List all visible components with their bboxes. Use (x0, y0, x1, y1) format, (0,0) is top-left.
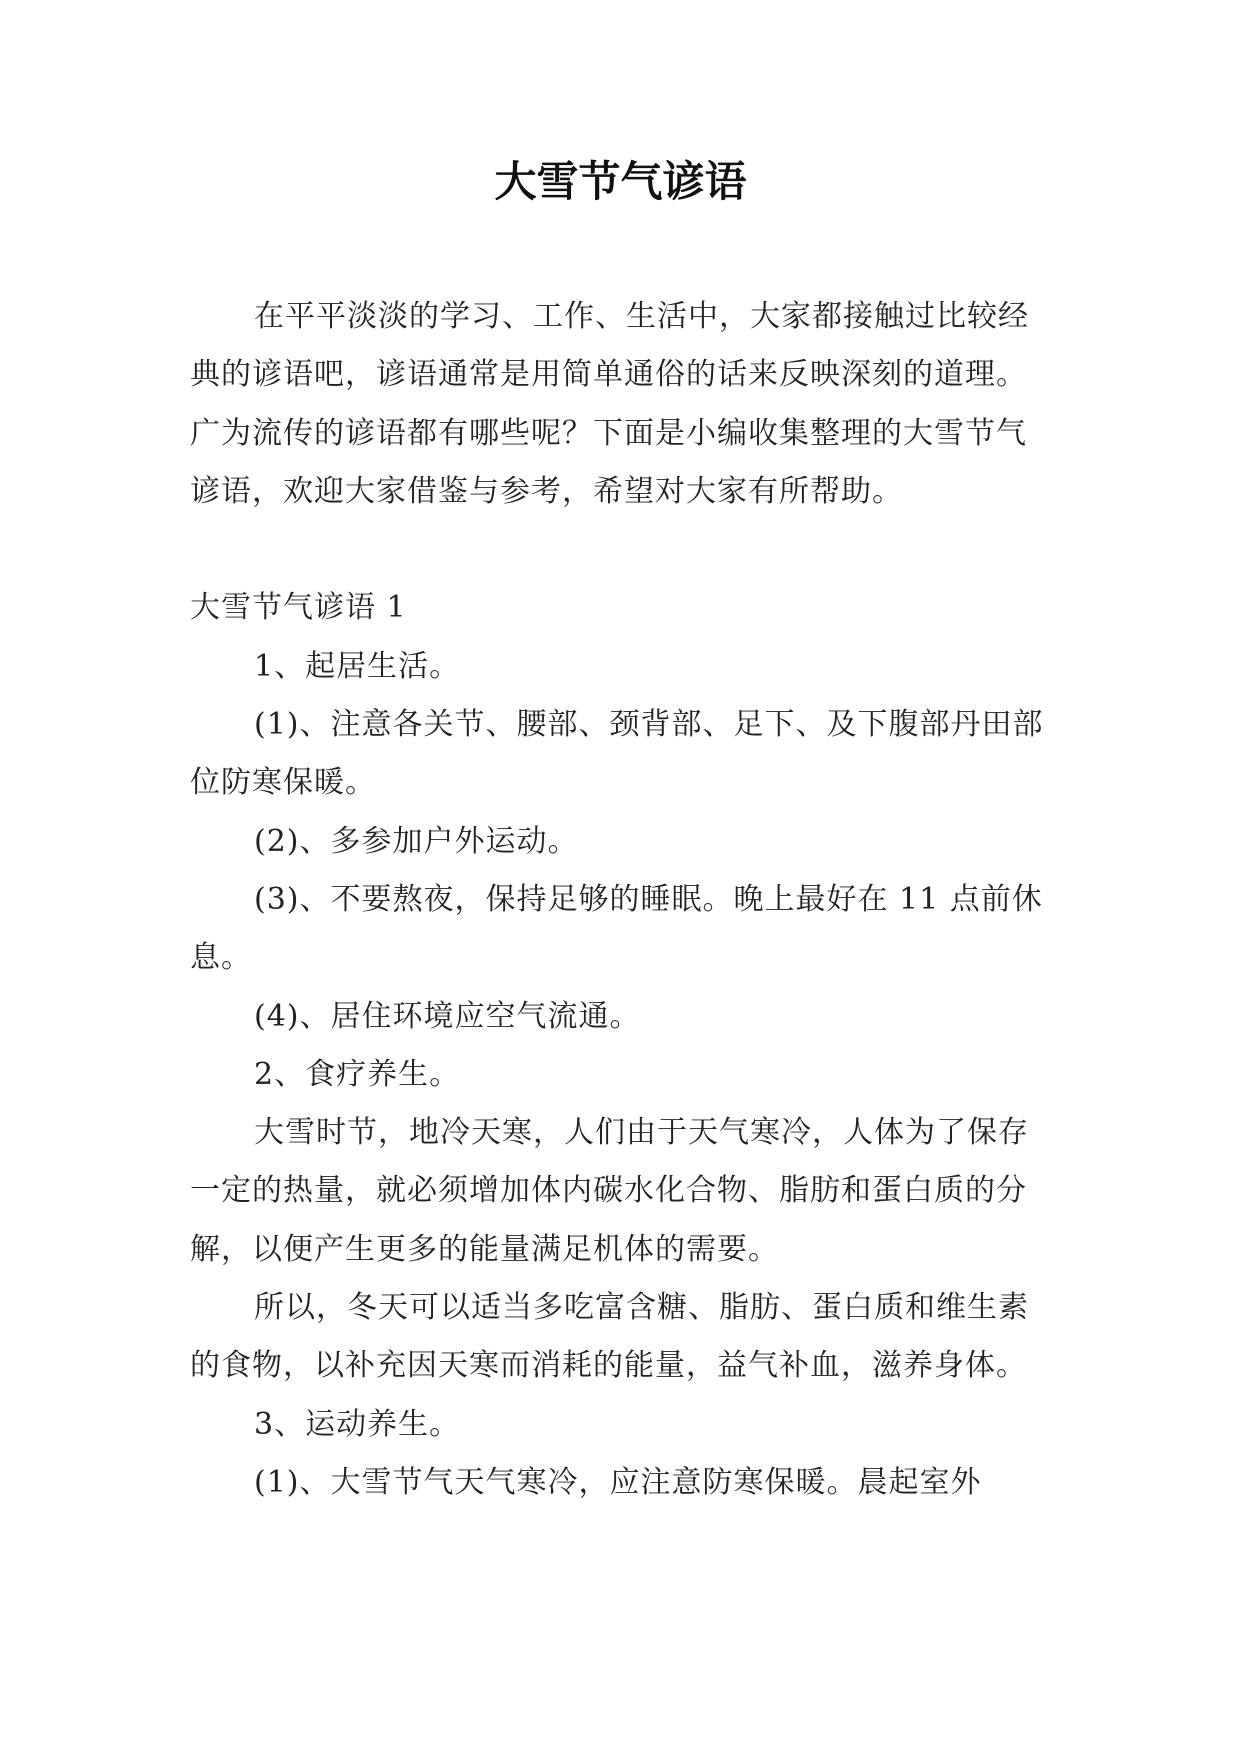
document-title: 大雪节气谚语 (494, 157, 747, 206)
section-heading: 大雪节气谚语 1 (190, 590, 407, 626)
body-paragraph: (1)、大雪节气天气寒冷，应注意防寒保暖。晨起室外 (254, 1464, 982, 1500)
body-paragraph: 2、食疗养生。 (254, 1056, 461, 1092)
paragraph-spacer (190, 521, 1050, 579)
body-paragraph: 1、起居生活。 (254, 648, 461, 684)
body-paragraph: 所以，冬天可以适当多吃富含糖、脂肪、蛋白质和维生素的食物，以补充因天寒而消耗的能量，益气补血，滋养身体。 (190, 1290, 1029, 1384)
body-paragraph: 3、运动养生。 (254, 1406, 461, 1442)
intro-paragraph: 在平平淡淡的学习、工作、生活中，大家都接触过比较经典的谚语吧，谚语通常是用简单通俗的话来反映深刻的道理。广为流传的谚语都有哪些呢？下面是小编收集整理的大雪节气谚语，欢迎大家借鉴与参考，希望对大家有所帮助。 (190, 299, 1029, 509)
body-paragraph: (1)、注意各关节、腰部、颈背部、足下、及下腹部丹田部位防寒保暖。 (190, 707, 1044, 801)
body-paragraph: 大雪时节，地冷天寒，人们由于天气寒冷，人体为了保存一定的热量，就必须增加体内碳水化合物、脂肪和蛋白质的分解，以便产生更多的能量满足机体的需要。 (190, 1115, 1029, 1267)
body-paragraph: (4)、居住环境应空气流通。 (254, 998, 641, 1034)
body-paragraph: (2)、多参加户外运动。 (254, 823, 579, 859)
body-paragraph: (3)、不要熬夜，保持足够的睡眠。晚上最好在 11 点前休息。 (190, 881, 1043, 976)
document-body (190, 288, 1050, 1512)
